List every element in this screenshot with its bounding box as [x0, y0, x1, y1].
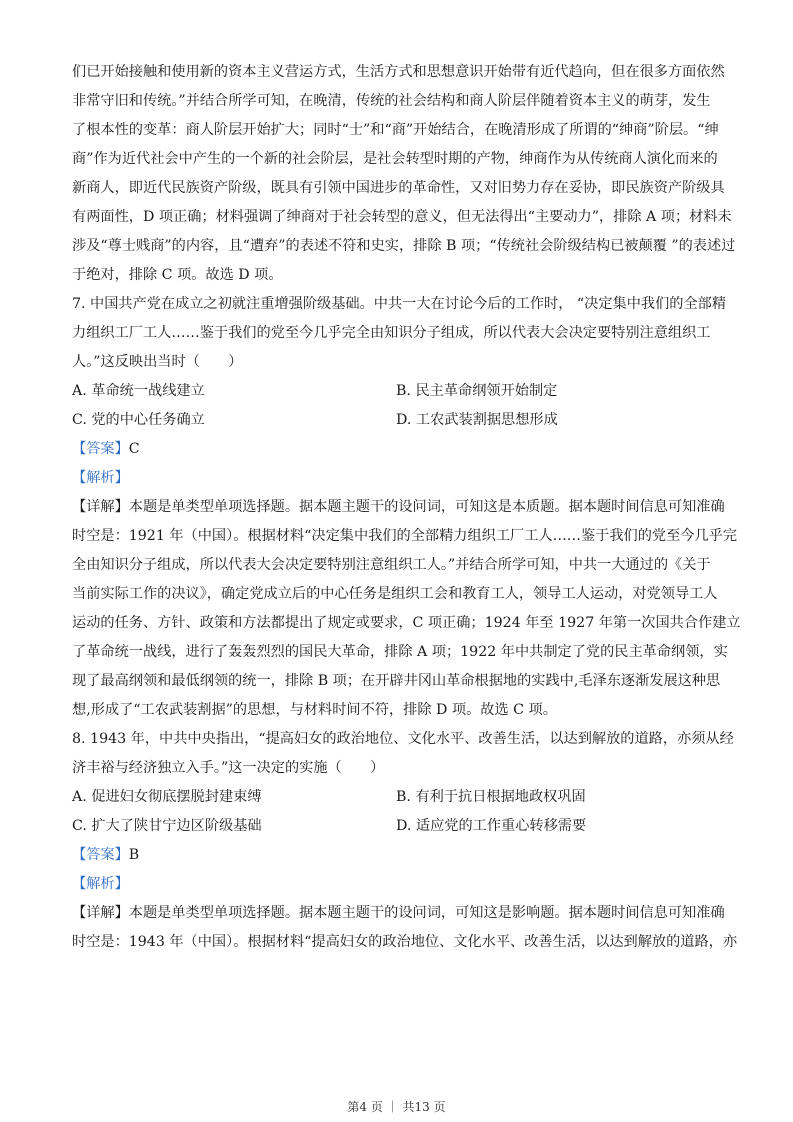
text-line: 了革命统一战线，进行了轰轰烈烈的国民大革命，排除 A 项；1922 年中共制定了党的民主革命纲领，实 [72, 644, 728, 660]
option-d: D. 适应党的工作重心转移需要 [396, 818, 587, 834]
text-line: 人。”这反映出当时（ ） [72, 354, 243, 370]
text-line: 们已开始接触和使用新的资本主义营运方式，生活方式和思想意识开始带有近代趋向，但在很多方面依然 [72, 64, 725, 80]
text-line: 济丰裕与经济独立入手。”这一决定的实施（ ） [72, 760, 385, 776]
question-8-answer [72, 841, 722, 870]
text-line: 商”作为近代社会中产生的一个新的社会阶层，是社会转型时期的产物，绅商作为从传统商人演化而来的 [72, 151, 718, 167]
text-line: 力组织工厂工人……鉴于我们的党至今几乎完全由知识分子组成，所以代表大会决定要特别注意组织工 [72, 325, 711, 341]
text-line: 非常守旧和传统。”并结合所学可知，在晚清，传统的社会结构和商人阶层伴随着资本主义的萌芽，发生 [72, 93, 711, 109]
question-7-stem [72, 290, 727, 377]
text-line: 想,形成了“工农武装割据”的思想，与材料时间不符，排除 D 项。故选 C 项。 [72, 702, 557, 718]
text-line: 了根本性的变革：商人阶层开始扩大；同时“士”和“商”开始结合，在晚清形成了所谓的“绅商”阶层。“绅 [72, 122, 719, 138]
question-8-options-row-2 [72, 812, 722, 841]
text-line: 涉及“尊士贱商”的内容，且“遭弃”的表述不符和史实，排除 B 项；“传统社会阶级结构已被颠覆 ”的表述过 [72, 238, 736, 254]
document-page [72, 58, 741, 957]
text-line: 时空是：1943 年（中国）。根据材料“提高妇女的政治地位、文化水平、改善生活，以达到解放的道路，亦 [72, 934, 738, 950]
answer-tag: 【答案】 [72, 441, 129, 457]
answer-value: B [128, 847, 140, 863]
text-line: 运动的任务、方针、政策和方法都提出了规定或要求，C 项正确；1924 年至 1927 年第一次国共合作建立 [72, 615, 741, 631]
question-8-stem [72, 725, 734, 783]
option-d: D. 工农武装割据思想形成 [396, 412, 558, 428]
option-c: C. 扩大了陕甘宁边区阶级基础 [72, 818, 262, 834]
previous-analysis-continuation [72, 58, 736, 290]
option-b: B. 有利于抗日根据地政权巩固 [396, 789, 586, 805]
question-8-detail [72, 899, 738, 957]
text-line: 全由知识分子组成，所以代表大会决定要特别注意组织工人。”并结合所学可知，中共一大通过的《关于 [72, 557, 711, 573]
text-line: 当前实际工作的决议》，确定党成立后的中心任务是组织工会和教育工人，领导工人运动，对党领导工人 [72, 586, 718, 602]
answer-value: C [128, 441, 140, 457]
answer-tag: 【答案】 [72, 847, 129, 863]
question-7-options-row-2 [72, 406, 722, 435]
question-8-analysis-heading [72, 870, 722, 899]
text-line: 有两面性，D 项正确；材料强调了绅商对于社会转型的意义，但无法得出“主要动力”，排除 A 项；材料未 [72, 209, 732, 225]
detail-tag: 【详解】 [72, 499, 129, 515]
detail-tag: 【详解】 [72, 905, 129, 921]
analysis-tag: 【解析】 [72, 876, 129, 892]
text-line: 7. 中国共产党在成立之初就注重增强阶级基础。中共一大在讨论今后的工作时， “决定集中我们的全部精 [72, 296, 727, 312]
text-line: 现了最高纲领和最低纲领的统一，排除 B 项；在开辟井冈山革命根据地的实践中,毛泽东逐渐发展这种思 [72, 673, 721, 689]
option-b: B. 民主革命纲领开始制定 [396, 383, 558, 399]
question-7-analysis-heading [72, 464, 722, 493]
option-a: A. 革命统一战线建立 [72, 383, 205, 399]
text-line: 于绝对，排除 C 项。故选 D 项。 [72, 267, 283, 283]
question-7-detail [72, 493, 741, 725]
option-a: A. 促进妇女彻底摆脱封建束缚 [72, 789, 262, 805]
question-8-options-row-1 [72, 783, 722, 812]
analysis-tag: 【解析】 [72, 470, 129, 486]
page-footer: 第4 页 ｜ 共13 页 [347, 1100, 446, 1114]
text-line: 新商人，即近代民族资产阶级，既具有引领中国进步的革命性，又对旧势力存在妥协，即民族资产阶级具 [72, 180, 725, 196]
text-line: 本题是单类型单项选择题。据本题主题干的设问词，可知这是本质题。据本题时间信息可知准确 [128, 499, 725, 515]
option-c: C. 党的中心任务确立 [72, 412, 205, 428]
question-7-answer [72, 435, 722, 464]
question-7-options-row-1 [72, 377, 722, 406]
text-line: 时空是：1921 年（中国）。根据材料“决定集中我们的全部精力组织工厂工人……鉴于我们的党至今几乎完 [72, 528, 738, 544]
text-line: 本题是单类型单项选择题。据本题主题干的设问词，可知这是影响题。据本题时间信息可知准确 [128, 905, 725, 921]
text-line: 8. 1943 年，中共中央指出，“提高妇女的政治地位、文化水平、改善生活，以达到解放的道路，亦须从经 [72, 731, 734, 747]
